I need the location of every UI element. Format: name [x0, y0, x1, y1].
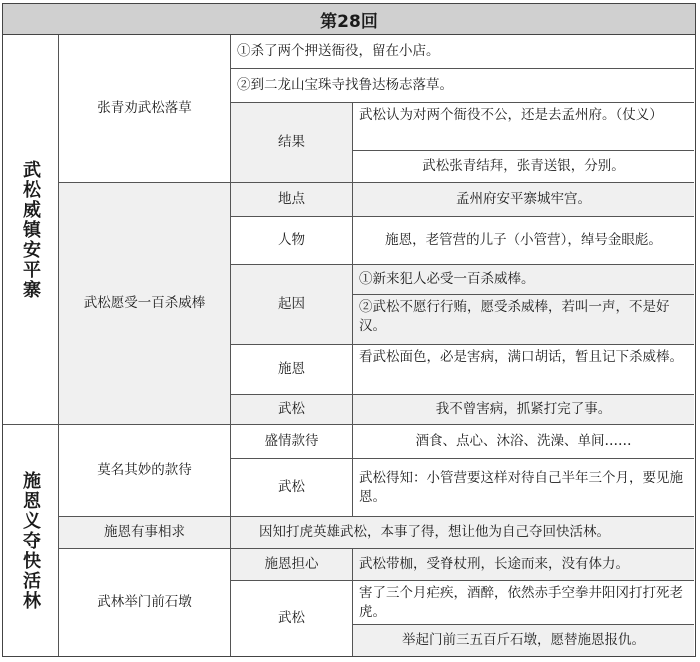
row-key: 起因 — [231, 265, 353, 345]
row-key: 武松 — [231, 459, 353, 517]
part-label: 张青劝武松落草 — [59, 35, 231, 183]
row-key: 盛情款待 — [231, 425, 353, 459]
row-text: ①杀了两个押送衙役，留在小店。 — [231, 35, 694, 69]
row-key: 武松 — [231, 581, 353, 656]
row-value: 武松带枷，受脊杖刑，长途而来，没有体力。 — [353, 549, 694, 581]
row-value: 武松认为对两个衙役不公，还是去孟州府。（仗义） — [353, 103, 694, 151]
row-value: 酒食、点心、沐浴、洗澡、单间…… — [353, 425, 694, 459]
row-key: 施恩担心 — [231, 549, 353, 581]
row-value: 我不曾害病，抓紧打完了事。 — [353, 395, 694, 425]
row-value: 武松得知：小管营要这样对待自己半年三个月，要见施恩。 — [353, 459, 694, 517]
row-key: 结果 — [231, 103, 353, 183]
row-value: ②武松不愿行行贿，愿受杀威棒，若叫一声，不是好汉。 — [353, 295, 694, 345]
row-key: 地点 — [231, 183, 353, 217]
section-title-1: 武松威镇安平寨 — [3, 35, 59, 425]
row-value: 害了三个月疟疾，酒醉，依然赤手空拳井阳冈打打死老虎。 — [353, 581, 694, 625]
row-key: 武松 — [231, 395, 353, 425]
summary-table — [2, 3, 696, 657]
row-value: ①新来犯人必受一百杀威棒。 — [353, 265, 694, 295]
row-value: 武松张青结拜，张青送银，分别。 — [353, 151, 694, 183]
row-key: 人物 — [231, 217, 353, 265]
part-label: 莫名其妙的款待 — [59, 425, 231, 517]
row-value: 施恩，老管营的儿子（小管营），绰号金眼彪。 — [353, 217, 694, 265]
row-text: ②到二龙山宝珠寺找鲁达杨志落草。 — [231, 69, 694, 103]
section-title-2: 施恩义夺快活林 — [3, 425, 59, 656]
row-value: 举起门前三五百斤石墩，愿替施恩报仇。 — [353, 625, 694, 656]
part-label: 施恩有事相求 — [59, 517, 231, 549]
row-text: 因知打虎英雄武松，本事了得，想让他为自己夺回快活林。 — [231, 517, 694, 549]
row-key: 施恩 — [231, 345, 353, 395]
part-label: 武林举门前石墩 — [59, 549, 231, 656]
row-value: 看武松面色，必是害病，满口胡话，暂且记下杀威棒。 — [353, 345, 694, 395]
part-label: 武松愿受一百杀威棒 — [59, 183, 231, 425]
row-value: 孟州府安平寨城牢宫。 — [353, 183, 694, 217]
table-title: 第28回 — [3, 4, 695, 35]
